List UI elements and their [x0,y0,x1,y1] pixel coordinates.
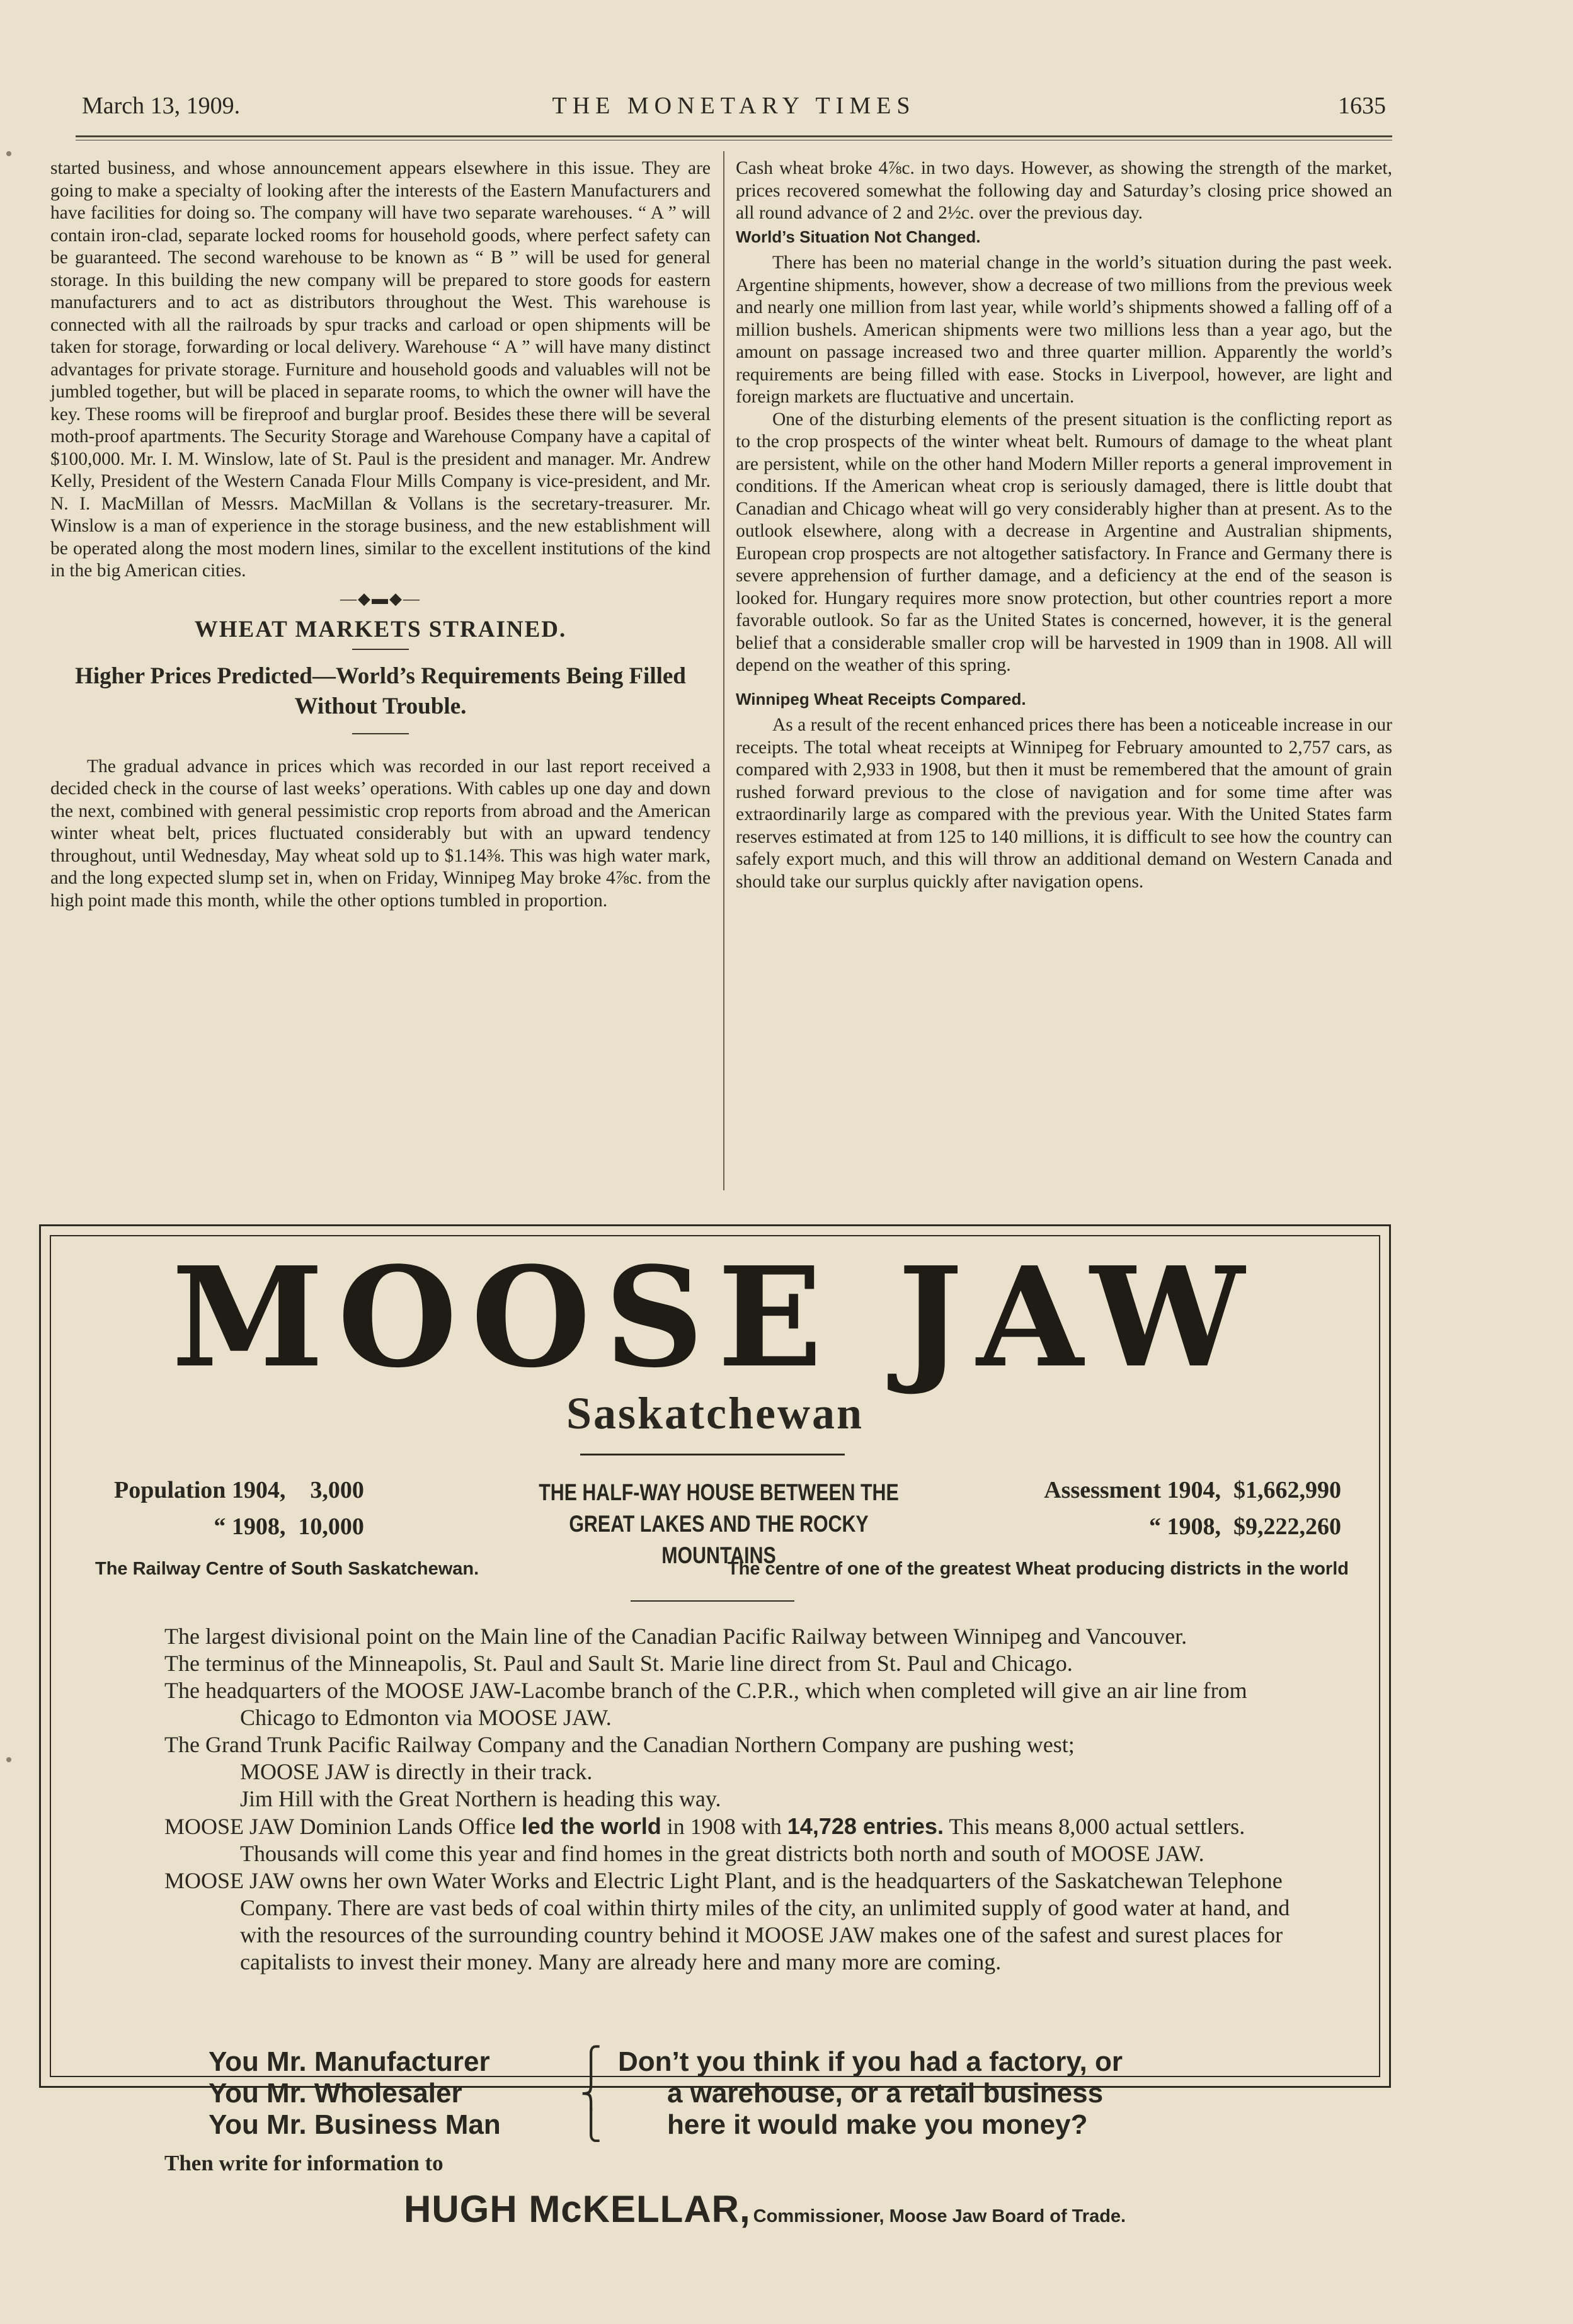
population-row [108,1508,370,1545]
you-line: You Mr. Wholesaler [209,2078,462,2109]
left-paragraph-1: started business, and whose announcement appears elsewhere in this issue. They are going to make a specialty of looking after the interests of the Eastern Manufacturers and have facilities for doing so. The company will have two separate warehouses. “ A ” will contain iron-clad, separate locked rooms for household goods, where perfect safety can be guaranteed. The second warehouse to be known as “ B ” will be used for general storage. In this building the new company will be prepared to store goods for eastern manufacturers and to act as distributors throughout the West. This warehouse is connected with all the railroads by spur tracks and carload or open shipments will be taken for storage, forwarding or local delivery. Warehouse “ A ” will have many distinct advantages for private storage. Furniture and household goods and valuables will not be jumbled together, but will be placed in separate rooms, to which the owner will have the key. These rooms will be fireproof and burglar proof. Besides these there will be several moth-proof apartments. The Security Storage and Warehouse Company have a capital of $100,000. Mr. I. M. Winslow, late of St. Paul is the president and manager. Mr. Andrew Kelly, President of the Western Canada Flour Mills Company is vice-president, and Mr. N. I. MacMillan of Messrs. MacMillan & Vollans is the secretary-treasurer. Mr. Winslow is a man of experience in the storage business, and the new establishment will be operated along the most modern lines, similar to the excellent institutions of the kind in the big American cities. [50,158,711,581]
right-column [736,157,1392,893]
left-column [50,157,711,912]
assessment-value: $1,662,990 [1233,1477,1341,1503]
feature-item [164,1813,1298,1867]
right-paragraph-2: There has been no material change in the world’s situation during the past week. Argentine shipments, however, show a decrease of two millions from the previous week and nearly one million from last year, while world’s shipments showed a falling off of a million bushels. American shipments were two millions less than a year ago, but the amount on passage increased two and three quarter million. Apparently the world’s requirements are being filled with ease. Stocks in Liverpool, however, are light and foreign markets are fluctuative and uncertain. [736,253,1392,407]
dont-line: Don’t you think if you had a factory, or [618,2046,1123,2077]
right-paragraph-4: As a result of the recent enhanced prices there has been a noticeable increase in our receipts. The total wheat receipts at Winnipeg for February amounted to 2,757 cars, as compared with 2,933 in 1908, but then it must be remembered that the amount of grain rushed forward previous to the close of navigation and for some time after was extraordinarily large as compared with the previous year. With the United States farm reserves estimated at from 125 to 140 millions, it is difficult to see how the country can safely export much, and this will throw an additional demand on Western Canada and should take our surplus quickly after navigation opens. [736,715,1392,892]
contact-name: HUGH McKELLAR, [404,2188,751,2230]
ad-inner-border [50,1235,1380,2230]
feature-text: MOOSE JAW Dominion Lands Office [164,1814,516,1839]
dont-line: here it would make you money? [667,2109,1088,2140]
title-rule [352,649,409,650]
margin-mark [6,151,11,156]
article-title: WHEAT MARKETS STRAINED. [194,617,567,642]
subtitle-rule [352,733,409,734]
feature-text: This means 8,000 actual settlers. Thousands will come this year and find homes in the great districts both north and south of MOOSE JAW. [240,1814,1245,1866]
column-divider [723,151,724,1190]
feature-item: The headquarters of the MOOSE JAW-Lacombe branch of the C.P.R., which when completed will give an air line from Chicago to Edmonton via MOOSE JAW. [164,1678,1247,1730]
population-label: “ 1908, [214,1513,286,1540]
contact-line [404,2187,1126,2231]
ad-subtitle: Saskatchewan [566,1388,864,1438]
population-value: 3,000 [310,1477,364,1503]
you-line: You Mr. Manufacturer [209,2046,490,2077]
header-date: March 13, 1909. [82,93,241,119]
then-write-line: Then write for information to [164,2151,443,2175]
dont-line: a warehouse, or a retail business [667,2078,1104,2109]
article-subtitle: Higher Prices Predicted—World’s Requirements Being Filled Without Trouble. [75,663,686,719]
population-row [108,1472,370,1508]
assessment-label: “ 1908, [1149,1513,1221,1540]
right-paragraph-3: One of the disturbing elements of the present situation is the conflicting report as to the crop prospects of the winter wheat belt. Rumours of damage to the wheat plant are persistent, while on the other hand Modern Miller reports a general improvement in conditions. If the American wheat crop is seriously damaged, there is little doubt that Canadian and Chicago wheat will go very considerably higher than at present. As to the outlook elsewhere, along with a decrease in Argentine and Australian shipments, European crop prospects are not altogether satisfactory. In France and Germany there is severe apprehension of further damage, and a deficiency at the end of the season is looked for. Hungary requires more snow protection, but other countries report a more favorable outlook. So far as the United States is concerned, however, it is the general belief that a considerable smaller crop will be harvested in 1909 than in 1908. All will depend on the weather of this spring. [736,409,1392,675]
left-paragraph-2: The gradual advance in prices which was recorded in our last report received a decided check in the course of last weeks’ operations. With cables up one day and down the next, combined with general pessimistic crop reports from abroad and the American winter wheat belt, prices fluctuated considerably but with an upward tendency throughout, until Wednesday, May wheat sold up to $1.14⅜. This was high water mark, and the long expected slump set in, when on Friday, Winnipeg May broke 4⅞c. from the high point made this month, while the other options tumbled in proportion. [50,756,711,911]
ad-feature-list [164,1623,1298,1976]
header-rule [76,135,1392,137]
feature-emphasis: led the world [521,1813,661,1839]
margin-mark [6,1757,11,1762]
assessment-row [1038,1508,1347,1545]
subhead-winnipeg-receipts: Winnipeg Wheat Receipts Compared. [736,689,1026,709]
ad-title-rule [580,1454,845,1455]
you-line: You Mr. Business Man [209,2109,501,2140]
right-paragraph-1: Cash wheat broke 4⅞c. in two days. However, as showing the strength of the market, prices recovered somewhat the following day and Saturday’s closing price showed an all round advance of 2 and 2½c. over the previous day. [736,158,1392,223]
assessment-value: $9,222,260 [1233,1513,1341,1540]
railway-centre-line: The Railway Centre of South Saskatchewan. [95,1559,479,1579]
ornament-divider: —◆▬◆— [340,589,421,608]
header-page-number: 1635 [1338,93,1386,119]
feature-item: Jim Hill with the Great Northern is heading this way. [240,1786,721,1811]
brace-icon: ⎧ ⎨ ⎩ [580,2045,602,2142]
feature-text: in 1908 with [666,1814,782,1839]
population-label: Population 1904, [114,1477,286,1503]
feature-item: MOOSE JAW is directly in their track. [240,1759,593,1784]
feature-item: The Grand Trunk Pacific Railway Company and the Canadian Northern Company are pushing west; [164,1732,1075,1757]
moose-jaw-advertisement [39,1224,1391,2230]
feature-item: MOOSE JAW owns her own Water Works and Electric Light Plant, and is the headquarters of the Saskatchewan Telephone Company. There are vast beds of coal within thirty miles of the city, an unlimited supply of good water at hand, and with the resources of the surrounding country behind it MOOSE JAW makes one of the safest and surest places for capitalists to invest their money. Many are already here and many more are coming. [164,1868,1290,1974]
you-mr-lines [209,2046,501,2141]
assessment-row [1038,1472,1347,1508]
feature-item: The terminus of the Minneapolis, St. Paul and Sault St. Marie line direct from St. Paul and Chicago. [164,1651,1073,1676]
contact-role: Commissioner, Moose Jaw Board of Trade. [753,2206,1126,2226]
halfway-house-slogan: THE HALF-WAY HOUSE BETWEEN THE GREAT LAKES AND THE ROCKY MOUNTAINS [539,1479,899,1568]
ad-section-rule [631,1600,794,1602]
header-title: THE MONETARY TIMES [552,93,916,119]
assessment-stats [1038,1472,1347,1545]
ad-title: MOOSE JAW [171,1237,1259,1398]
population-stats [108,1472,370,1545]
feature-emphasis: 14,728 entries. [787,1813,944,1839]
subhead-worlds-situation: World’s Situation Not Changed. [736,227,981,246]
population-value: 10,000 [298,1513,364,1540]
feature-item: The largest divisional point on the Main line of the Canadian Pacific Railway between Winnipeg and Vancouver. [164,1624,1187,1649]
page-header [82,92,1386,130]
assessment-label: Assessment 1904, [1044,1477,1221,1503]
wheat-centre-line: The centre of one of the greatest Wheat producing districts in the world [727,1559,1349,1579]
dont-you-think-lines [618,2046,1123,2141]
